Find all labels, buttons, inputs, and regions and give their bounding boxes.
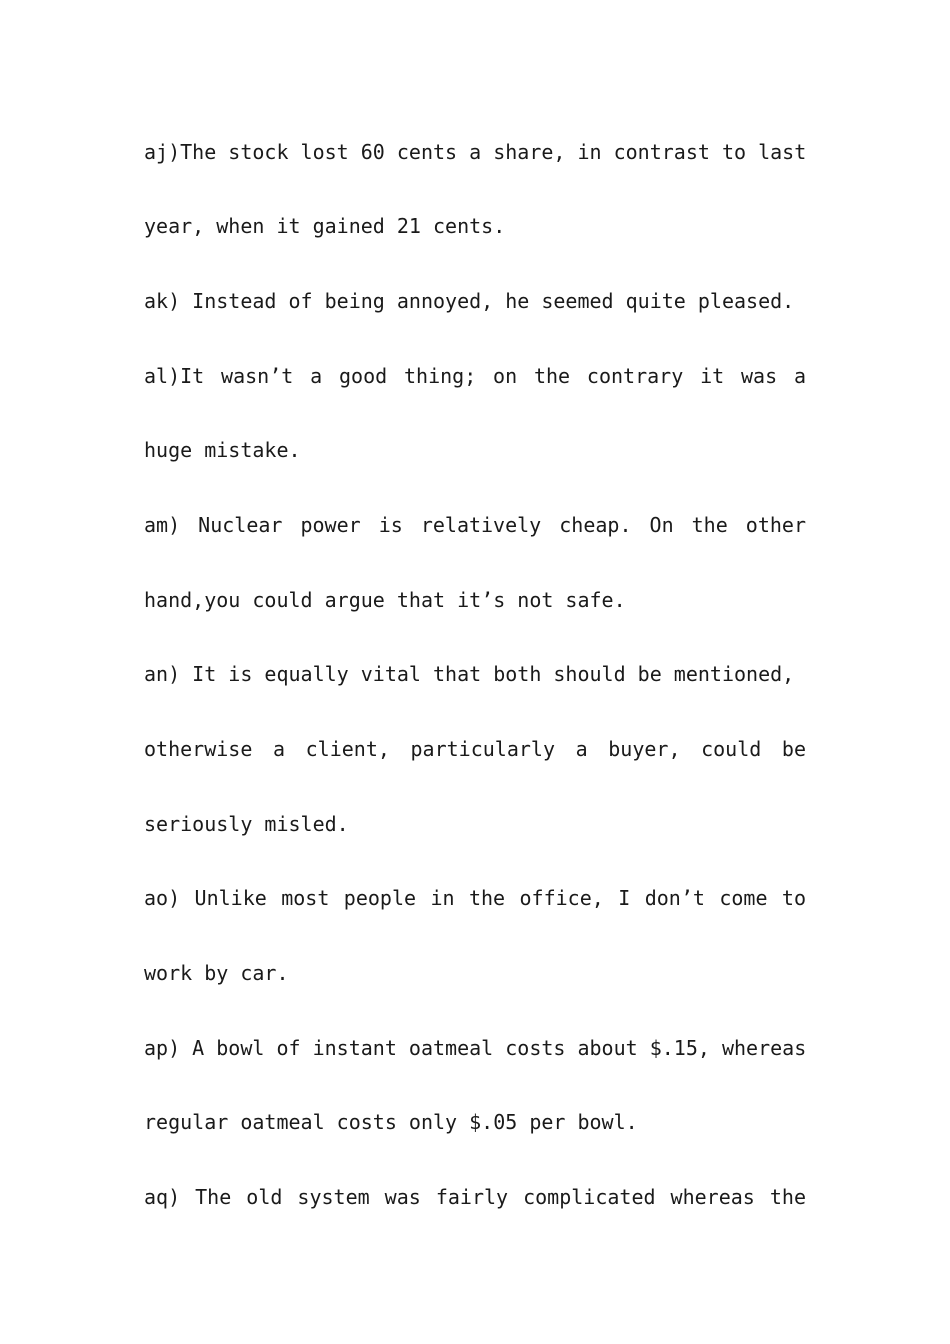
text-line: aj)The stock lost 60 cents a share, in contrast to last xyxy=(144,140,806,164)
text-line: ap) A bowl of instant oatmeal costs about $.15, whereas xyxy=(144,1036,806,1060)
text-line: al)It wasn’t a good thing; on the contrary it was a xyxy=(144,364,806,388)
text-line: regular oatmeal costs only $.05 per bowl. xyxy=(144,1110,638,1134)
text-line: hand,you could argue that it’s not safe. xyxy=(144,588,626,612)
text-line: work by car. xyxy=(144,961,289,985)
text-line: huge mistake. xyxy=(144,438,301,462)
text-line: ao) Unlike most people in the office, I don’t come to xyxy=(144,886,806,910)
text-line: year, when it gained 21 cents. xyxy=(144,214,506,238)
text-line: aq) The old system was fairly complicated whereas the xyxy=(144,1185,806,1209)
text-line: seriously misled. xyxy=(144,812,349,836)
text-line: am) Nuclear power is relatively cheap. On the other xyxy=(144,513,806,537)
text-line: otherwise a client, particularly a buyer, could be xyxy=(144,737,806,761)
text-line: an) It is equally vital that both should be mentioned, xyxy=(144,662,795,686)
text-line: ak) Instead of being annoyed, he seemed quite pleased. xyxy=(144,289,795,313)
